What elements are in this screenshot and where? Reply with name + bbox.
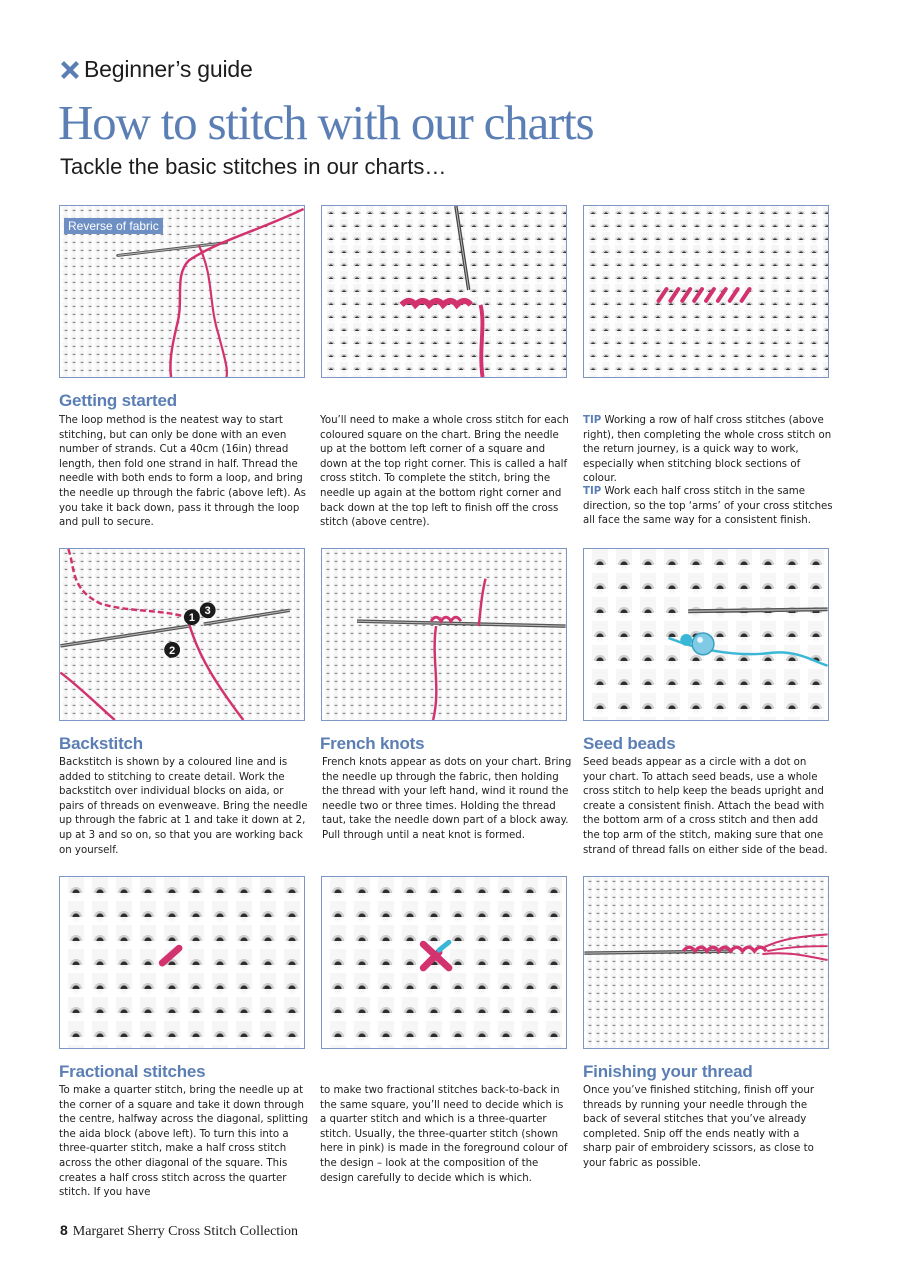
photo-loop-method [59, 205, 305, 378]
fractional-body-continued: to make two fractional stitches back-to-back in the same square, you’ll need to decide which is a quarter stitch and which is a three-quarter stitch. Usually, the three-quarter stitch (shown here in pink) is made in the foreground colour of the design – look at the composition of the design carefully to decide which is which. [320, 1085, 568, 1184]
french-knots-body: French knots appear as dots on your chart. Bring the needle up through the fabric, then holding the thread with your left hand, wind it round the needle two or three times. Holding the thread taut, take the needle down part of a block away. Pull through until a neat knot is formed. [322, 757, 572, 841]
kicker-text: Beginner’s guide [84, 56, 253, 82]
finishing-title: Finishing your thread [583, 1062, 753, 1081]
page-title: How to stitch with our charts [58, 95, 594, 150]
photo-backstitch [59, 548, 305, 721]
photo-french-knots [321, 548, 567, 721]
tip-1-label: TIP [583, 415, 602, 426]
section-kicker [60, 56, 253, 83]
half-cross-row-illustration [584, 206, 828, 377]
tip-1-text: Working a row of half cross stitches (above right), then completing the whole cross stitch on the return journey, is a quick way to work, especially when stitching block sections of colour. [583, 415, 832, 485]
cross-stitch-body: You’ll need to make a whole cross stitch for each coloured square on the chart. Bring the needle up at the bottom left corner of a square and down at the top right corner. This is called a half cross stitch. To complete the stitch, bring the needle up again at the bottom right corner and back down at the top left to finish off the cross stitch (above centre). [320, 415, 569, 529]
tip-2-label: TIP [583, 486, 602, 497]
cross-stitch-icon [60, 60, 80, 80]
fractional-body: To make a quarter stitch, bring the needle up at the corner of a square and take it down through the centre, halfway across the diagonal, splitting the aida block (above left). To turn this into a three-quarter stitch, make a half cross stitch across the other diagonal of the square. This creates a half cross stitch across the quarter stitch. If you have [59, 1085, 309, 1199]
marker-3: 3 [204, 605, 211, 618]
getting-started-title: Getting started [59, 391, 177, 410]
seed-beads-title: Seed beads [583, 734, 676, 753]
photo-quarter-stitch [59, 876, 305, 1049]
quarter-stitch-illustration [60, 877, 304, 1048]
tip-1 [583, 414, 833, 487]
getting-started-body: The loop method is the neatest way to start stitching, but can only be done with an even number of strands. Cut a 40cm (16in) thread length, then fold one strand in half. Thread the needle with both ends to form a loop, and bring the needle up through the fabric (above left). As you take it back down, pass it through the loop and pull to secure. [59, 415, 306, 529]
backstitch-illustration [60, 549, 304, 720]
half-cross-illustration [322, 206, 566, 377]
backstitch-title: Backstitch [59, 734, 143, 753]
loop-method-illustration [60, 206, 304, 377]
finishing-thread-illustration [584, 877, 828, 1048]
marker-2: 2 [169, 644, 176, 657]
page-footer [60, 1222, 298, 1240]
publication-name: Margaret Sherry Cross Stitch Collection [72, 1224, 299, 1239]
page-number: 8 [60, 1222, 68, 1238]
fractional-title: Fractional stitches [59, 1062, 206, 1081]
marker-1: 1 [188, 612, 195, 625]
three-quarter-illustration [322, 877, 566, 1048]
tip-2-text: Work each half cross stitch in the same direction, so the top ‘arms’ of your cross stitches all face the same way for a consistent finish. [583, 486, 833, 527]
french-knot-illustration [322, 549, 566, 720]
photo-half-cross-stitch [321, 205, 567, 378]
page-subtitle: Tackle the basic stitches in our charts… [60, 154, 447, 179]
french-knots-title: French knots [320, 734, 425, 753]
seed-beads-body: Seed beads appear as a circle with a dot on your chart. To attach seed beads, use a whole cross stitch to help keep the beads upright and create a consistent finish. Attach the bead with the bottom arm of a cross stitch and then add the top arm of the stitch, making sure that one strand of thread falls on either side of the bead. [583, 757, 828, 856]
photo-three-quarter-stitch [321, 876, 567, 1049]
photo-seed-beads [583, 548, 829, 721]
reverse-of-fabric-label: Reverse of fabric [64, 218, 163, 234]
seed-bead-illustration [584, 549, 828, 720]
finishing-body: Once you’ve finished stitching, finish off your threads by running your needle through the back of several stitches that you’ve already completed. Snip off the ends neatly with a sharp pair of embroidery scissors, as close to your fabric as possible. [583, 1085, 815, 1169]
photo-half-cross-row [583, 205, 829, 378]
backstitch-body: Backstitch is shown by a coloured line and is added to stitching to create detail. Work the backstitch over individual blocks on aida, or pairs of threads on evenweave. Bring the needle up through the fabric at 1 and take it down at 2, up at 3 and so on, so that you are working back on yourself. [59, 757, 308, 856]
tip-2 [583, 485, 833, 529]
photo-finishing-thread [583, 876, 829, 1049]
